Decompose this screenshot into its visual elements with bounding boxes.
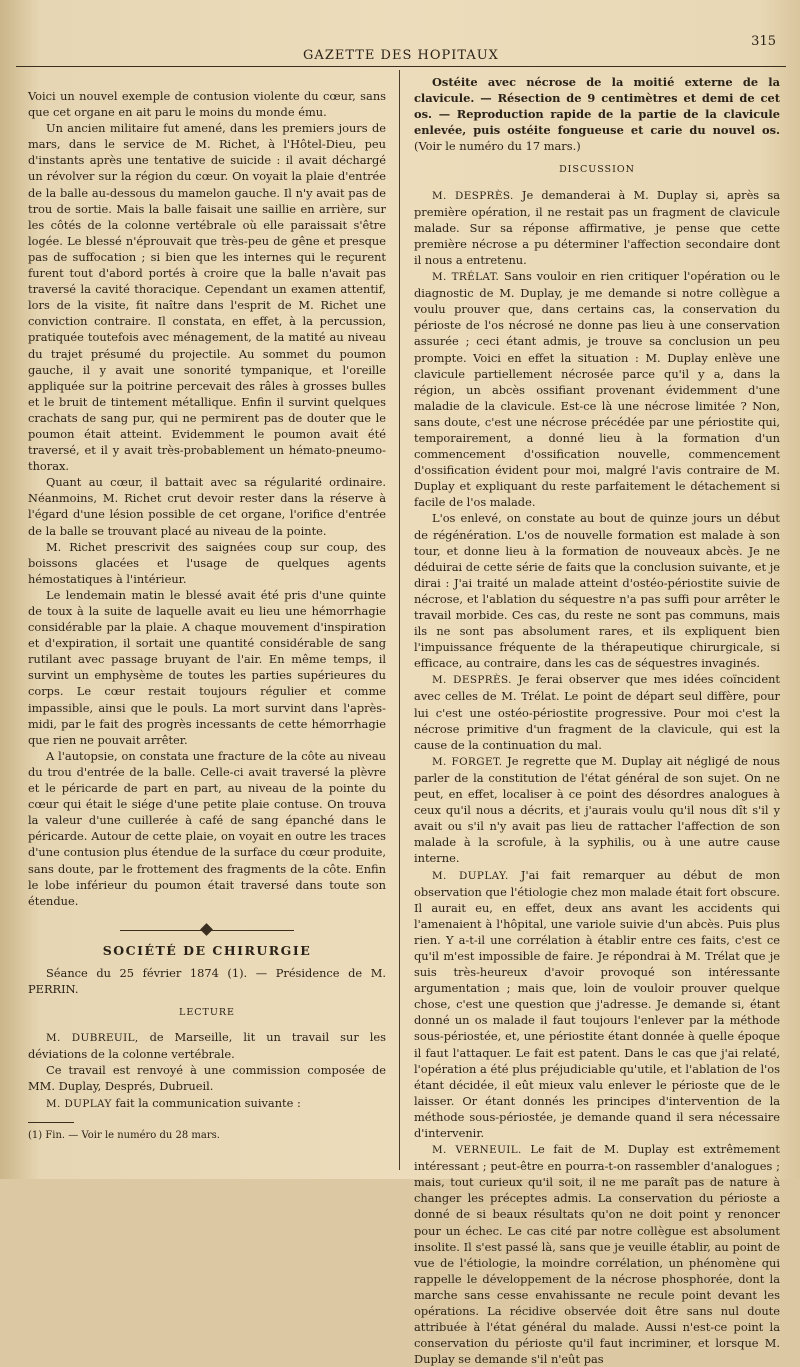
lecture-heading: LECTURE bbox=[179, 1007, 235, 1019]
case-heading bbox=[414, 74, 780, 154]
article-paragraph: A l'autopsie, on constata une fracture de la côte au niveau du trou d'entrée de la balle. Celle-ci avait traversé la plèvre et le péricarde de part en part, au niveau de la pointe du cœur qui était le siége d'une petite plaie contuse. On trouva la valeur d'une cuillerée à café de sang épanché dans le péricarde. Autour de cette plaie, on voyait en outre les traces d'une contusion plus étendue de la surface du cœur produite, sans doute, par le frottement des fragments de la côte. Enfin le lobe inférieur du poumon était traversé dans toute son étendue. bbox=[28, 748, 386, 908]
right-column bbox=[414, 74, 780, 1367]
discussion-heading: DISCUSSION bbox=[559, 164, 635, 176]
journal-title: GAZETTE DES HOPITAUX bbox=[303, 48, 499, 63]
speaker-name: M. FORGET. bbox=[432, 755, 503, 768]
column-divider bbox=[399, 70, 400, 1170]
article-paragraph: M. Richet prescrivit des saignées coup sur coup, des boissons glacées et l'usage de quelques agents hémostatiques à l'intérieur. bbox=[28, 539, 386, 586]
speaker-name: M. DUPLAY bbox=[46, 1097, 112, 1110]
entry-text: L'os enlevé, on constate au bout de quinze jours un début de régénération. L'os de nouvelle formation est malade à son tour, et donne lieu à la formation de nouveaux abcès. Je ne déduirai de cette série de faits que la conclusion suivante, et je dirai : J'ai traité un malade atteint d'ostéo-périostite suivie de nécrose, et l'ablation du séquestre n'a pas suffi pour arrêter le travail morbide. Ces cas, du reste ne sont pas communs, mais ils ne sont pas absolument rares, et ils expliquent bien l'impuissance fréquente de la thérapeutique chirurgicale, si efficace, au contraire, dans les cas de séquestres invaginés. bbox=[414, 511, 780, 671]
entry-text: Je regrette que M. Duplay ait négligé de nous parler de la constitution de l'état général de son sujet. On ne peut, en effet, localiser à ce point des désordres analogues à ceux qu'il nous a décrits, et j'aurais voulu qu'il nous dît s'il y avait ou s'il n'y avait pas lieu de rattacher l'affection de son malade à la scrofule, à la syphilis, ou à une autre cause interne. bbox=[414, 753, 780, 866]
speaker-name: M. DESPRÈS. bbox=[432, 674, 512, 687]
footnote: (1) Fin. — Voir le numéro du 28 mars. bbox=[28, 1129, 220, 1141]
speaker-name: M. DUPLAY. bbox=[432, 869, 509, 882]
entry-text: Je ferai observer que mes idées coïncident avec celles de M. Trélat. Le point de départ seul diffère, pour lui c'est une ostéo-périostite progressive. Pour moi c'est la nécrose primitive d'un fragment de la clavicule, qui est la cause de la continuation du mal. bbox=[414, 672, 780, 752]
left-column bbox=[28, 88, 386, 1143]
ornament-diamond bbox=[200, 923, 213, 936]
section-ornament bbox=[28, 923, 386, 937]
footnote-rule bbox=[28, 1122, 74, 1123]
article-paragraph: Un ancien militaire fut amené, dans les premiers jours de mars, dans le service de M. Richet, à l'Hôtel-Dieu, peu d'instants après une tentative de suicide : il avait déchargé un révolver sur la région du cœur. On voyait la plaie d'entrée de la balle au-dessous du mamelon gauche. Il n'y avait pas de trou de sortie. Mais la balle faisait une saillie en arrière, sur les côtés de la colonne vertébrale où elle paraissait s'être logée. Le blessé n'éprouvait que très-peu de gêne et presque pas de suffocation ; si bien que les internes qui le reçurent furent tout d'abord portés à croire que la balle n'avait pas traversé la cavité thoracique. Cependant un examen attentif, lors de la visite, fit naître dans l'esprit de M. Richet une conviction contraire. Il constata, en effet, à la percussion, pratiquée toutefois avec ménagement, de la matité au niveau du trajet présumé du projectile. Au sommet du poumon gauche, il y avait une sonorité tympanique, et l'oreille appliquée sur la poitrine percevait des râles à grosses bulles et le bruit de tintement métallique. Enfin il survint quelques crachats de sang pur, qui ne permirent pas de douter que le poumon était atteint. Evidemment le poumon avait été traversé, et il y avait très-probablement un hémato-pneumo-thorax. bbox=[28, 121, 386, 474]
page-header bbox=[16, 34, 786, 67]
discussion-entry bbox=[414, 510, 780, 671]
discussion-entry bbox=[414, 867, 780, 1142]
speaker-name: M. DESPRÈS. bbox=[432, 189, 514, 202]
entry-text: J'ai fait remarquer au début de mon observation que l'étiologie chez mon malade était fort obscure. Il aurait eu, en effet, deux ans avant les accidents qui l'amenaient à l'hôpital, une variole suivie d'un abcès. Puis plus rien. Y a-t-il une corrélation à établir entre ces faits, c'est ce qu'il m'est impossible de faire. Je répondrai à M. Trélat que je suis très-heureux d'avoir provoqué son intéressante argumentation ; mais que, loin de vouloir prouver quelque chose, c'est une question que j'adresse. Je demande si, étant donné un os malade il faut toujours l'enlever par la méthode sous-périostée, et, une périostite étant donnée à quelle époque il faut l'attaquer. Le fait est patent. Dans le cas que j'ai relaté, l'opération a été plus préjudiciable qu'utile, et l'ablation de l'os étant décidée, il eût mieux valu enlever le périoste que de le laisser. Or étant donnés les principes d'intervention de la méthode sous-périostée, je demande quand il sera nécessaire d'intervenir. bbox=[414, 867, 780, 1140]
case-reference: (Voir le numéro du 17 mars.) bbox=[414, 139, 581, 154]
case-title: Ostéite avec nécrose de la moitié externe de la clavicule. — Résection de 9 centimètres et demi de cet os. — Reproduction rapide de la partie de la clavicule enlevée, puis ostéite fongueuse et carie du nouvel os. bbox=[414, 75, 780, 138]
entry-text: Le fait de M. Duplay est extrêmement intéressant ; peut-être en pourra-t-on rassembler d'analogues ; mais, tout curieux qu'il soit, il ne me paraît pas de nature à changer les préceptes admis. La conservation du périoste a donné de si beaux résultats qu'on ne doit point y renoncer pour un échec. Le cas cité par notre collègue est absolument insolite. Il s'est passé là, sans que je veuille établir, au point de vue de l'étiologie, la moindre corrélation, un phénomène qui rappelle le développement de la nécrose phosphorée, dont la marche sans cesse envahissante ne recule point devant les opérations. La récidive observée doit être sans nul doute attribuée à l'état général du malade. Aussi n'est-ce point la conservation du périoste qu'il faut incriminer, et lorsque M. Duplay se demande s'il n'eût pas bbox=[414, 1142, 780, 1367]
duplay-paragraph bbox=[28, 1095, 386, 1112]
discussion-entry bbox=[414, 268, 780, 510]
entry-text: Sans vouloir en rien critiquer l'opération ou le diagnostic de M. Duplay, je me demande si notre collègue a voulu prouver que, dans certains cas, la conservation du périoste de l'os nécrosé ne donne pas lieu à une conservation assurée ; ceci étant admis, je trouve sa conclusion un peu prompte. Voici en effet la situation : M. Duplay enlève une clavicule partiellement nécrosée parce qu'il y a, dans la région, un abcès ossifiant provenant évidemment d'une maladie de la clavicule. Est-ce là une nécrose limitée ? Non, sans doute, c'est une nécrose précédée par une périostite qui, temporairement, a donné lieu à la formation d'un commencement d'ossification nouvelle, commencement d'ossification évident pour moi, malgré l'avis contraire de M. Duplay et expliquant du reste parfaitement le détachement si facile de l'os malade. bbox=[414, 269, 780, 510]
discussion-entry bbox=[414, 671, 780, 752]
discussion-entry bbox=[414, 1141, 780, 1367]
speaker-name: M. VERNEUIL. bbox=[432, 1144, 522, 1157]
discussion-entry bbox=[414, 753, 780, 867]
article-paragraph: Quant au cœur, il battait avec sa régularité ordinaire. Néanmoins, M. Richet crut devoir rester dans la réserve à l'égard d'une lésion possible de cet organe, l'orifice d'entrée de la balle se trouvant placé au niveau de la pointe. bbox=[28, 475, 386, 538]
entry-text: Je demanderai à M. Duplay si, après sa première opération, il ne restait pas un fragment de clavicule malade. Sur sa réponse affirmative, je pense que cette première nécrose a pu déterminer l'affection secondaire dont il nous a entretenu. bbox=[414, 187, 780, 267]
page-number: 315 bbox=[751, 34, 776, 49]
duplay-text: fait la communication suivante : bbox=[111, 1095, 301, 1110]
speaker-name: M. DUBREUIL, bbox=[46, 1032, 139, 1045]
discussion-entry bbox=[414, 187, 780, 268]
lecture-text: de Marseille, lit un travail sur les déviations de la colonne vertébrale. bbox=[28, 1030, 386, 1062]
lecture-paragraph bbox=[28, 1029, 386, 1062]
article-paragraph: Voici un nouvel exemple de contusion violente du cœur, sans que cet organe en ait paru le moins du monde ému. bbox=[28, 89, 386, 120]
article-paragraph: Le lendemain matin le blessé avait été pris d'une quinte de toux à la suite de laquelle avait eu lieu une hémorrhagie considérable par la plaie. A chaque mouvement d'inspiration et d'expiration, il sortait une quantité considérable de sang rutilant avec passage bruyant de l'air. En même temps, il survint un emphysème de toutes les parties supérieures du corps. Le cœur restait toujours régulier et comme impassible, ainsi que le pouls. La mort survint dans l'après-midi, par le fait des progrès incessants de cette hémorrhagie que rien ne pouvait arrêter. bbox=[28, 587, 386, 747]
commission-paragraph: Ce travail est renvoyé à une commission composée de MM. Duplay, Després, Dubrueil. bbox=[28, 1063, 386, 1094]
speaker-name: M. TRÉLAT. bbox=[432, 271, 500, 284]
section-title: SOCIÉTÉ DE CHIRURGIE bbox=[102, 942, 312, 958]
session-line: Séance du 25 février 1874 (1). — Présidence de M. PERRIN. bbox=[28, 965, 386, 996]
